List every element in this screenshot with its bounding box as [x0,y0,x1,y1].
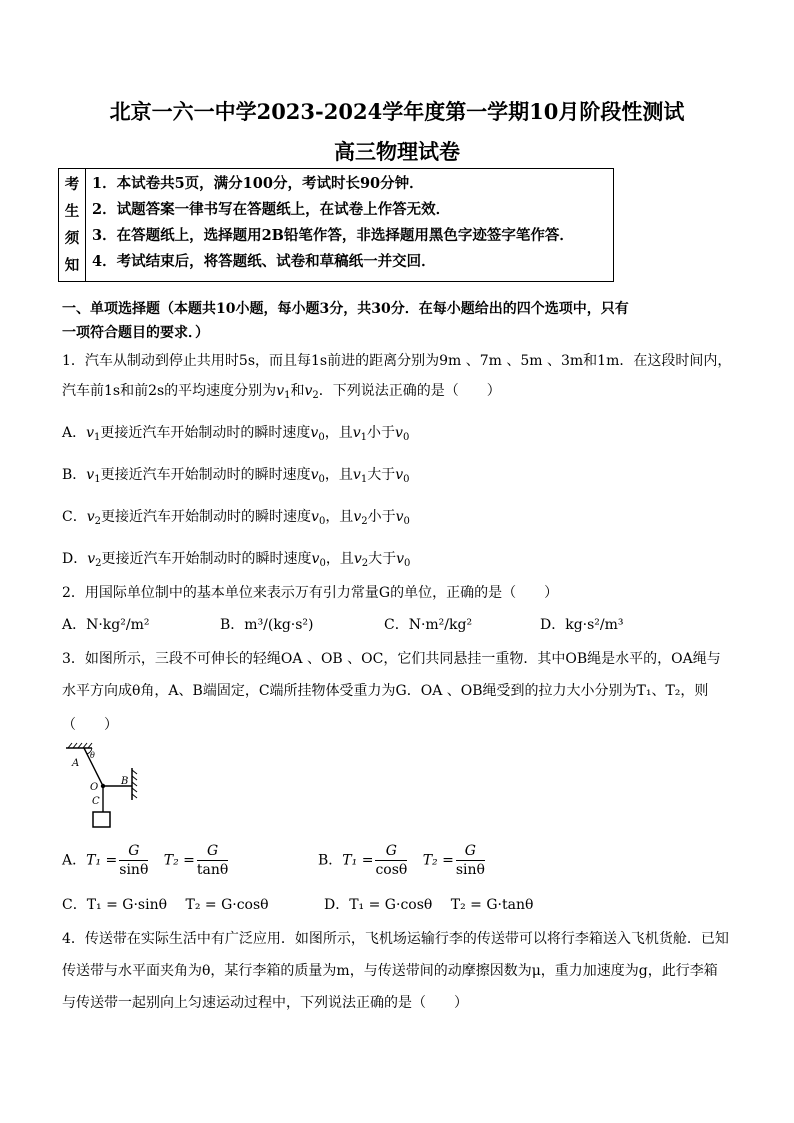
q1-option-a: A．$v_1$更接近汽车开始制动时的瞬时速度$v_0$，且$v_1$小于$v_0$ [62,425,410,443]
q3-stem-line1: 3．如图所示，三段不可伸长的轻绳OA 、OB 、OC，它们共同悬挂一重物．其中OB绳是水平的，OA绳与 [62,651,721,667]
notice-item: 1．本试卷共5页，满分100分，考试时长90分钟． [92,175,424,192]
notice-side-label [59,169,86,282]
fig-label-a: A [72,758,80,769]
exam-notice-table [58,168,614,282]
q4-stem-line2: 传送带与水平面夹角为θ，某行李箱的质量为m，与传送带间的动摩擦因数为μ，重力加速度为g，此行李箱 [62,963,718,979]
notice-items [86,169,614,282]
notice-side-char: 生 [64,203,80,220]
rope-diagram [62,742,152,834]
q1-text: ．下列说法正确的是（ ） [318,383,501,399]
exam-subtitle: 高三物理试卷 [334,139,460,164]
notice-side-char: 考 [64,176,80,193]
q1-stem-line2 [62,380,501,407]
q1-option-d: D．$v_2$更接近汽车开始制动时的瞬时速度$v_0$，且$v_2$大于$v_0$ [62,551,411,569]
v1-symbol: $v_1$ [276,383,291,401]
fig-label-c: C [92,796,100,807]
notice-item: 2．试题答案一律书写在答题纸上，在试卷上作答无效． [92,201,451,218]
fig-label-o: O [90,782,99,793]
q2-option-d: D．kg·s²/m³ [540,617,624,633]
q4-stem-line1: 4．传送带在实际生活中有广泛应用．如图所示，飞机场运输行李的传送带可以将行李箱送入飞机货舱．已知 [62,931,729,947]
v2-symbol: $v_2$ [304,383,319,401]
q3-option-a: A．T₁ = $\frac{G}{\sin\theta}$ T₂ = $\frac{G}{\tan\theta}$ [62,843,229,878]
q1-text: 汽车前1s和前2s的平均速度分别为 [62,383,277,399]
section-heading: 一、单项选择题（本题共10小题，每小题3分，共30分．在每小题给出的四个选项中，只有 [62,301,629,317]
q2-option-c: C．N·m²/kg² [384,617,473,633]
q2-option-a: A．N·kg²/m² [62,617,150,633]
notice-side-char: 须 [64,230,80,247]
fig-label-b: B [121,776,129,787]
q4-stem-line3: 与传送带一起别向上匀速运动过程中，下列说法正确的是（ ） [62,995,468,1011]
notice-item: 3．在答题纸上，选择题用2B铅笔作答，非选择题用黑色字迹签字笔作答． [92,227,574,244]
section-heading-cont: 一项符合题目的要求．） [62,325,209,341]
q3-option-c: C．T₁ = G·sinθ T₂ = G·cosθ [62,897,269,913]
fig-label-theta: θ [90,751,95,760]
notice-side-char: 知 [64,257,80,274]
q3-option-b: B．T₁ = $\frac{G}{\cos\theta}$ T₂ = $\frac{G}{\sin\theta}$ [318,843,485,878]
q1-text: 和 [290,383,305,399]
q2-stem: 2．用国际单位制中的基本单位来表示万有引力常量G的单位，正确的是（ ） [62,585,559,601]
notice-item: 4．考试结束后，将答题纸、试卷和草稿纸一并交回． [92,253,436,270]
q1-stem-line1: 1．汽车从制动到停止共用时5s，而且每1s前进的距离分别为9m 、7m 、5m 、3m和1m．在这段时间内， [62,353,732,369]
q3-option-d: D．T₁ = G·cosθ T₂ = G·tanθ [324,897,534,913]
q3-stem-line3: （ ） [62,717,118,733]
q2-option-b: B．m³/(kg·s²) [220,617,314,633]
q1-option-b: B．$v_1$更接近汽车开始制动时的瞬时速度$v_0$，且$v_1$大于$v_0$ [62,467,410,485]
q3-stem-line2: 水平方向成θ角，A、B端固定，C端所挂物体受重力为G．OA 、OB绳受到的拉力大小分别为T₁、T₂，则 [62,683,709,699]
exam-title: 北京一六一中学2023-2024学年度第一学期10月阶段性测试 [109,99,685,124]
q1-option-c: C．$v_2$更接近汽车开始制动时的瞬时速度$v_0$，且$v_2$小于$v_0$ [62,509,410,527]
